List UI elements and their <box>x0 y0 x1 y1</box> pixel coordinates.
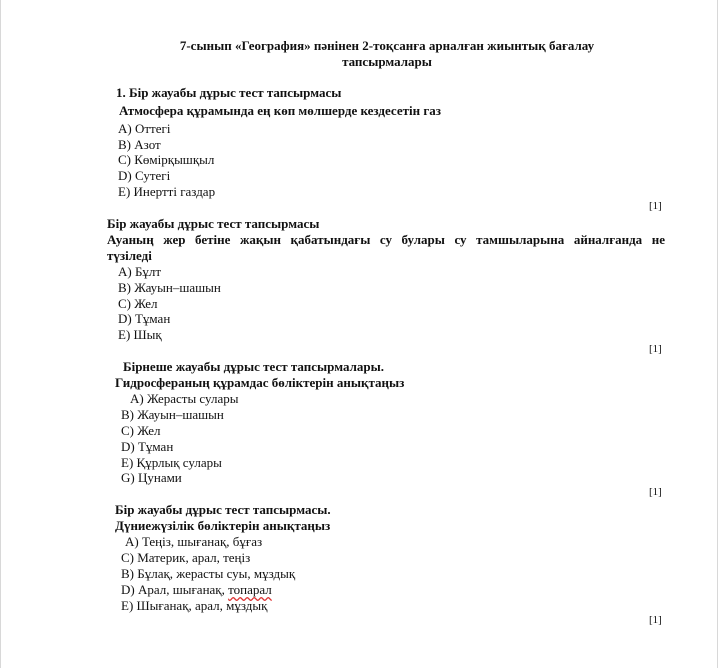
q3-score-mark: [1] <box>649 486 662 498</box>
q1-option-a: A) Оттегі <box>118 121 171 136</box>
spellcheck-flagged-word: топарал <box>228 582 272 597</box>
q3-option-c: C) Жел <box>121 423 161 438</box>
q2-option-e: E) Шық <box>118 327 162 342</box>
q2-score-mark: [1] <box>649 343 662 355</box>
q1-option-c: C) Көмірқышқыл <box>118 152 215 167</box>
q2-heading: Бір жауабы дұрыс тест тапсырмасы <box>107 216 320 231</box>
q2-option-a: A) Бұлт <box>118 264 162 279</box>
document-title-line1: 7-сынып «География» пәнінен 2-тоқсанға арналған жиынтық бағалау <box>179 38 595 53</box>
q4-option-a: A) Теңіз, шығанақ, бұғаз <box>125 534 263 549</box>
q4-question: Дүниежүзілік бөліктерін анықтаңыз <box>115 518 331 533</box>
q2-question-line2: түзіледі <box>107 248 152 263</box>
q2-question-line1: Ауаның жер бетіне жақын қабатындағы су булары су тамшыларына айналғанда не <box>107 232 665 247</box>
q3-option-g: G) Цунами <box>121 470 182 485</box>
q4-option-e: E) Шығанақ, арал, мұздық <box>121 598 268 613</box>
q3-option-a: A) Жерасты сулары <box>130 391 239 406</box>
q1-option-b: B) Азот <box>118 137 161 152</box>
q4-option-b: B) Бұлақ, жерасты суы, мұздық <box>121 566 296 581</box>
q4-option-c: C) Материк, арал, теңіз <box>121 550 251 565</box>
q3-option-d: D) Тұман <box>121 439 174 454</box>
q1-option-e: E) Инертті газдар <box>118 184 216 199</box>
q3-option-e: E) Құрлық сулары <box>121 455 222 470</box>
q1-score-mark: [1] <box>649 200 662 212</box>
q4-score-mark: [1] <box>649 614 662 626</box>
q4-heading: Бір жауабы дұрыс тест тапсырмасы. <box>115 502 331 517</box>
q1-question: Атмосфера құрамында ең көп мөлшерде кездесетін газ <box>119 103 441 118</box>
q2-option-d: D) Тұман <box>118 311 171 326</box>
q2-option-b: B) Жауын–шашын <box>118 280 221 295</box>
q3-heading: Бірнеше жауабы дұрыс тест тапсырмалары. <box>123 359 385 374</box>
q4-option-d-text: D) Арал, шығанақ, <box>121 582 229 597</box>
q2-option-c: C) Жел <box>118 296 158 311</box>
q1-option-d: D) Сутегі <box>118 168 171 183</box>
q1-heading: 1. Бір жауабы дұрыс тест тапсырмасы <box>116 85 342 100</box>
q4-option-d <box>121 582 272 598</box>
q3-option-b: B) Жауын–шашын <box>121 407 224 422</box>
document-title-line2: тапсырмалары <box>342 54 432 69</box>
q3-question: Гидросфераның құрамдас бөліктерін анықтаңыз <box>115 375 405 390</box>
